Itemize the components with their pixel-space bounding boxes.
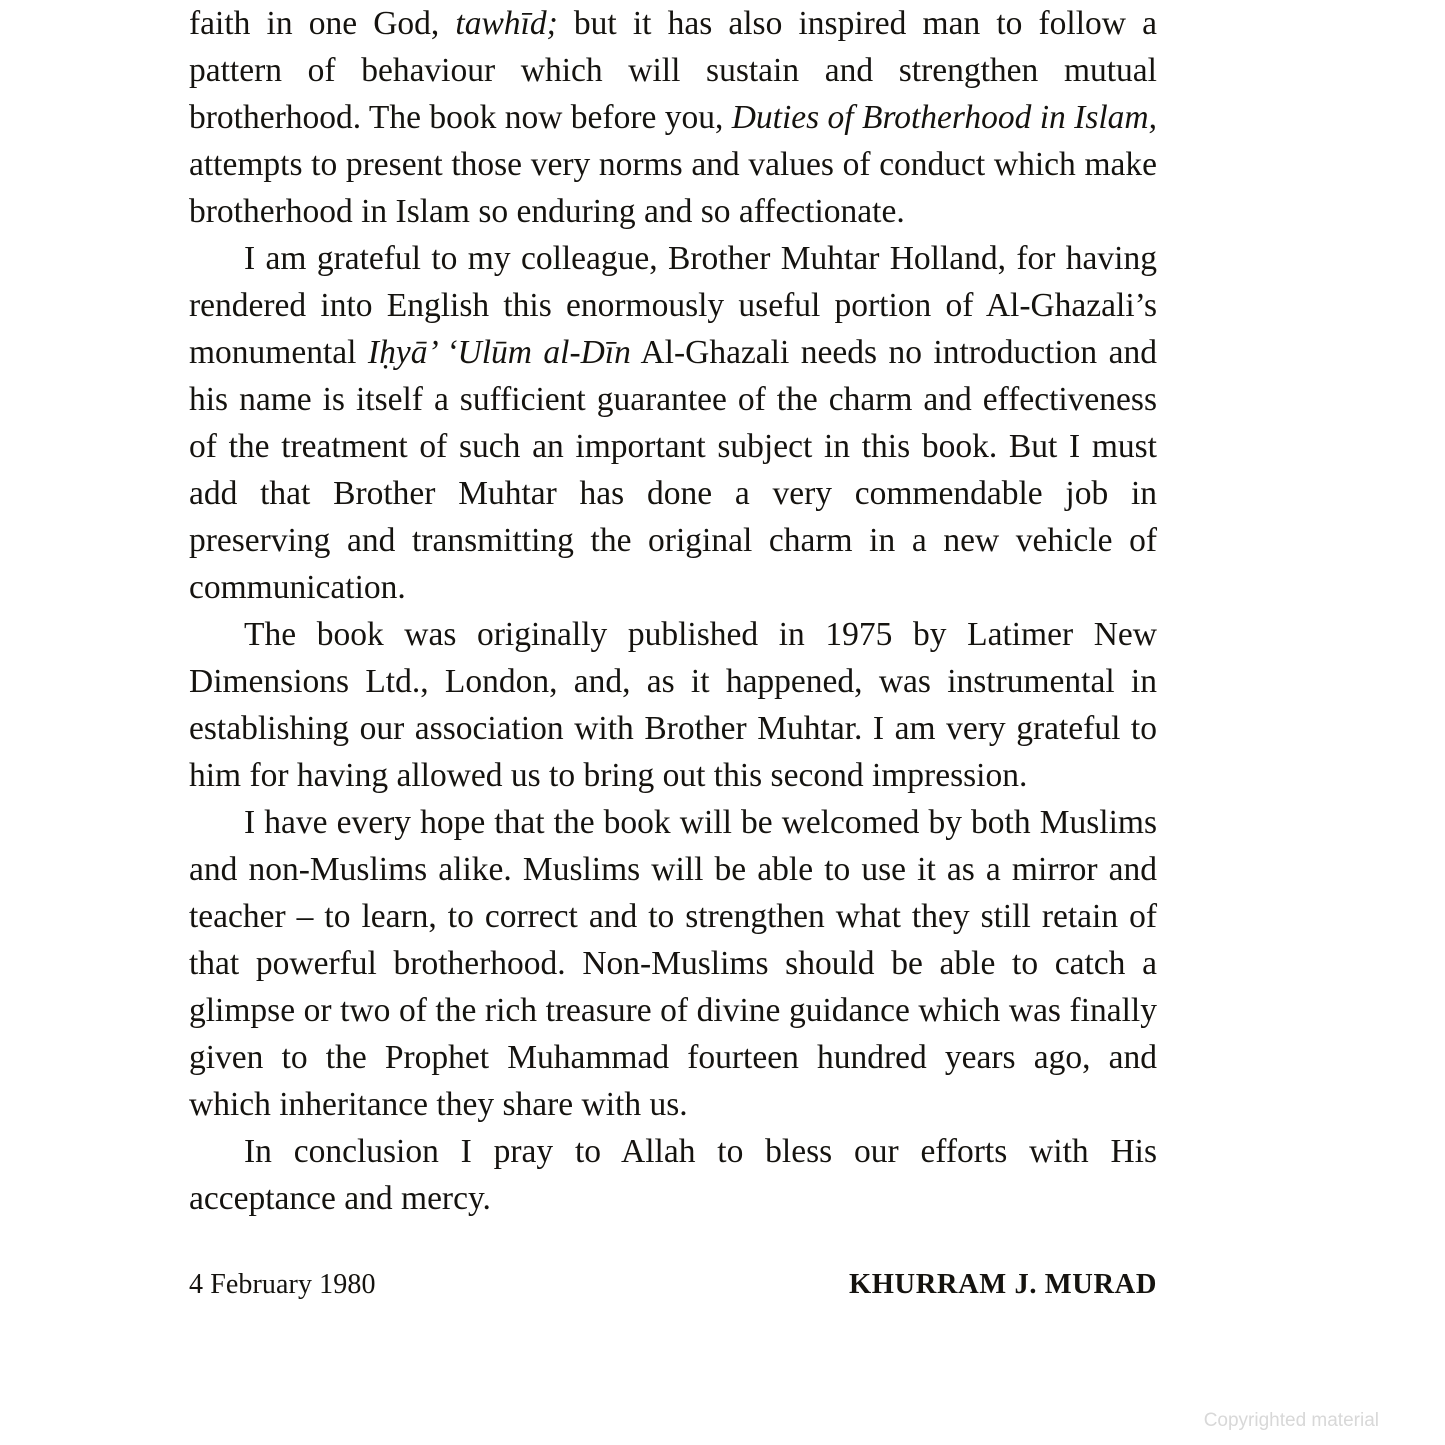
signature-date: 4 February 1980 — [189, 1269, 376, 1300]
text-run: Al-Ghazali needs no introduction and his name is itself a sufficient guarantee of the charm and effectiveness of the treatment of such an important subject in this book. But I must add that Brother Muhtar has done a very commendable job in preserving and transmitting the original charm in a new vehicle of communication. — [189, 334, 1157, 606]
paragraph-4 — [189, 799, 1157, 1128]
body-text-column — [189, 0, 1157, 1222]
text-run: faith in one God, — [189, 5, 456, 42]
copyrighted-material-watermark: Copyrighted material — [1203, 1410, 1379, 1431]
signature-author-name: KHURRAM J. MURAD — [848, 1269, 1157, 1300]
italic-term-tawhid: tawhīd; — [455, 5, 558, 42]
text-run: but it has also inspired man to follow a pattern of behaviour which will sustain and strengthen mutual brotherhood. The book now before you, — [189, 5, 1157, 136]
italic-book-title: Duties of Brotherhood in Islam, — [731, 99, 1157, 136]
text-run: I have every hope that the book will be welcomed by both Muslims and non-Muslims alike. Muslims will be able to use it as a mirror and teacher – to learn, to correct and to strengthen what they still retain of that powerful brotherhood. Non-Muslims should be able to catch a glimpse or two of the rich treasure of divine guidance which was finally given to the Prophet Muhammad fourteen hundred years ago, and which inheritance they share with us. — [189, 804, 1157, 1123]
text-run: attempts to present those very norms and values of conduct which make brotherhood in Islam so enduring and so affectionate. — [189, 146, 1157, 230]
paragraph-2 — [189, 235, 1157, 611]
signature-block — [189, 1268, 1157, 1302]
italic-work-title-ihya-ulum-al-din: Iḥyā’ ‘Ulūm al-Dīn — [367, 334, 631, 371]
paragraph-3 — [189, 611, 1157, 799]
text-run: The book was originally published in 1975 by Latimer New Dimensions Ltd., London, and, as it happened, was instrumental in establishing our association with Brother Muhtar. I am very grateful to him for having allowed us to bring out this second impression. — [189, 616, 1157, 794]
paragraph-5 — [189, 1128, 1157, 1222]
paragraph-1 — [189, 0, 1157, 235]
text-run: In conclusion I pray to Allah to bless our efforts with His acceptance and mercy. — [189, 1133, 1157, 1217]
text-run: I am grateful to my colleague, Brother Muhtar Holland, for having rendered into English this enormously useful portion of Al-Ghazali’s monumental — [189, 240, 1157, 371]
